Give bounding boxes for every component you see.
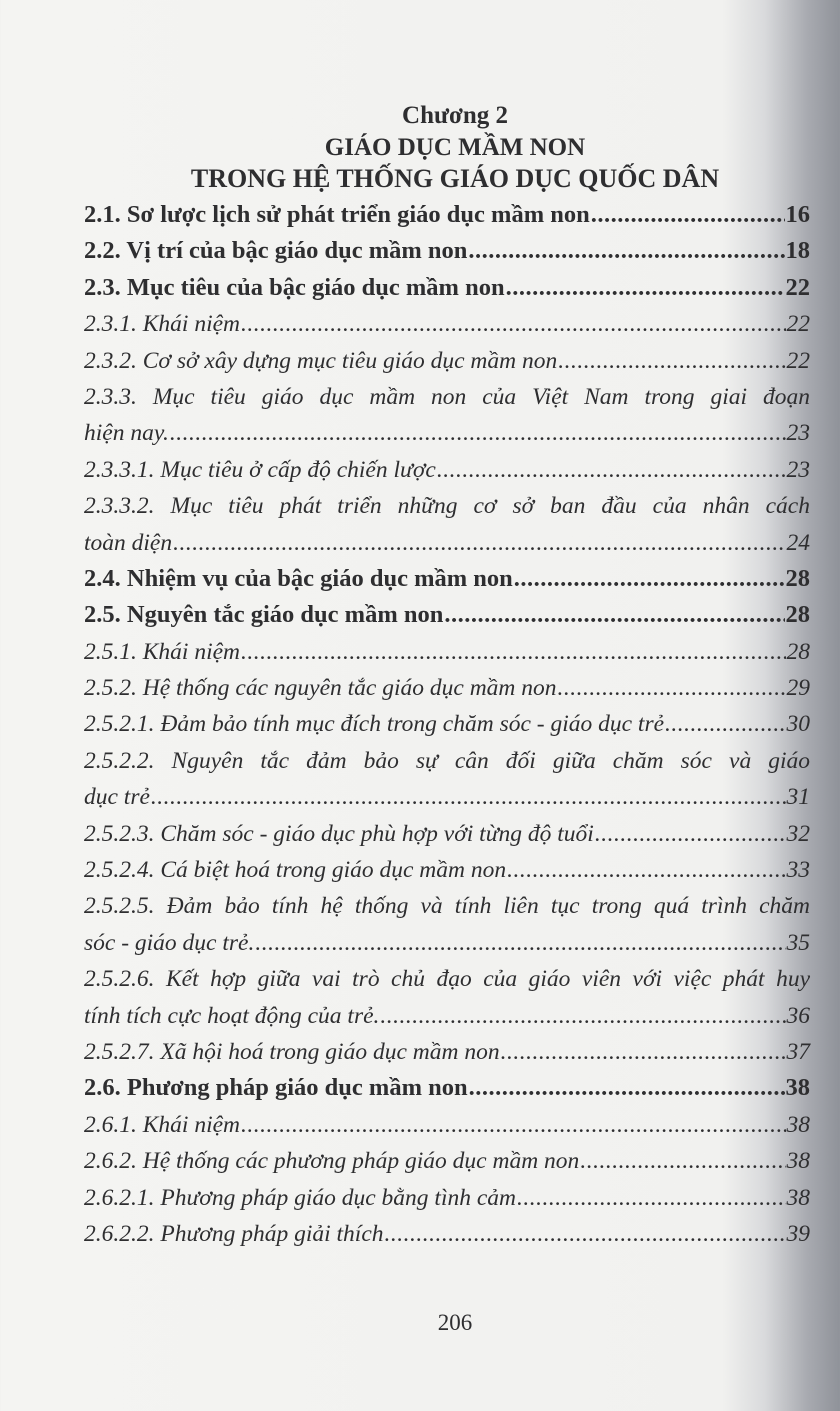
- dot-leader: [591, 197, 785, 233]
- toc-entry-title: 2.6.2.2. Phương pháp giải thích: [84, 1220, 384, 1247]
- toc-entry-page: 38: [786, 1148, 810, 1175]
- toc-entry[interactable]: [84, 998, 810, 1034]
- toc-entry-line[interactable]: 2.3.3.2. Mục tiêu phát triển những cơ sở ban đầu của nhân cách: [84, 493, 810, 520]
- toc-entry[interactable]: [84, 525, 810, 561]
- toc-entry-page: 22: [785, 273, 810, 301]
- toc-entry-title: 2.3.2. Cơ sở xây dựng mục tiêu giáo dục mầm non: [84, 347, 558, 374]
- dot-leader: [468, 233, 784, 269]
- toc-entry-page: 24: [786, 529, 810, 556]
- toc-entry-page: 35: [786, 929, 810, 956]
- toc-entry-page: 18: [785, 237, 810, 265]
- toc-entry[interactable]: [84, 306, 810, 342]
- toc-entry[interactable]: [84, 415, 810, 451]
- toc-entry-page: 28: [786, 638, 810, 665]
- toc-entry[interactable]: [84, 597, 810, 633]
- toc-entry[interactable]: [84, 197, 810, 233]
- toc-entry-title: 2.5. Nguyên tắc giáo dục mầm non: [84, 601, 444, 629]
- toc-entry-title: toàn diện: [84, 529, 173, 556]
- toc-entry-title: 2.5.2.7. Xã hội hoá trong giáo dục mầm non: [84, 1038, 500, 1065]
- toc-entry-page: 31: [786, 784, 810, 811]
- toc-entry[interactable]: [84, 634, 810, 670]
- toc-entry-page: 39: [786, 1220, 810, 1247]
- toc-entry-title: 2.4. Nhiệm vụ của bậc giáo dục mầm non: [84, 564, 513, 592]
- dot-leader: [514, 561, 785, 597]
- toc-entry-line[interactable]: 2.5.2.5. Đảm bảo tính hệ thống và tính liên tục trong quá trình chăm: [84, 893, 810, 920]
- dot-leader: [501, 1034, 786, 1070]
- toc-entry-title: 2.1. Sơ lược lịch sử phát triển giáo dục mầm non: [84, 201, 590, 228]
- toc-entry-title: 2.5.2.4. Cá biệt hoá trong giáo dục mầm non: [84, 857, 507, 884]
- toc-entry-page: 23: [786, 456, 810, 483]
- toc-entry-page: 16: [785, 201, 810, 228]
- toc-entry[interactable]: [84, 779, 810, 815]
- toc-entry[interactable]: [84, 233, 810, 269]
- toc-entry[interactable]: [84, 925, 810, 961]
- toc-entry[interactable]: [84, 561, 810, 597]
- toc-entry[interactable]: [84, 706, 810, 742]
- dot-leader: [444, 597, 784, 633]
- toc-entry-page: 23: [786, 420, 810, 447]
- dot-leader: [170, 415, 786, 451]
- toc-entry-title: 2.5.2.1. Đảm bảo tính mục đích trong chăm sóc - giáo dục trẻ: [84, 711, 665, 738]
- toc-entry-page: 22: [786, 347, 810, 374]
- dot-leader: [151, 779, 786, 815]
- toc-entry-title: tính tích cực hoạt động của trẻ.: [84, 1002, 380, 1029]
- toc-entry[interactable]: [84, 1070, 810, 1106]
- toc-entry-page: 36: [786, 1002, 810, 1029]
- dot-leader: [580, 1143, 785, 1179]
- toc-entry-title: 2.6.2. Hệ thống các phương pháp giáo dục mầm non: [84, 1148, 580, 1175]
- toc-entry-title: dục trẻ: [84, 784, 150, 811]
- toc-entry-page: 38: [786, 1184, 810, 1211]
- toc-entry-page: 32: [786, 820, 810, 847]
- chapter-title-line-2: TRONG HỆ THỐNG GIÁO DỤC QUỐC DÂN: [190, 164, 720, 193]
- dot-leader: [380, 998, 785, 1034]
- toc-entry-page: 38: [786, 1111, 810, 1138]
- dot-leader: [665, 706, 785, 742]
- toc-entry[interactable]: [84, 452, 810, 488]
- toc-entry-title: 2.6.2.1. Phương pháp giáo dục bằng tình cảm: [84, 1184, 517, 1211]
- toc-entry[interactable]: [84, 1216, 810, 1252]
- toc-entry[interactable]: [84, 1180, 810, 1216]
- dot-leader: [558, 343, 785, 379]
- toc-entry-page: 29: [786, 675, 810, 702]
- toc-entry-line[interactable]: 2.5.2.2. Nguyên tắc đảm bảo sự cân đối giữa chăm sóc và giáo: [84, 747, 810, 774]
- toc-entry-title: 2.3. Mục tiêu của bậc giáo dục mầm non: [84, 273, 505, 301]
- dot-leader: [507, 852, 785, 888]
- toc-entry[interactable]: [84, 1107, 810, 1143]
- toc-entry-page: 30: [786, 711, 810, 738]
- toc-entry-title: 2.3.3.1. Mục tiêu ở cấp độ chiến lược: [84, 456, 436, 483]
- toc-entry[interactable]: [84, 816, 810, 852]
- toc-entry-page: 22: [786, 311, 810, 338]
- dot-leader: [437, 452, 786, 488]
- toc-entry-page: 38: [785, 1074, 810, 1102]
- toc-entry-title: 2.5.2.3. Chăm sóc - giáo dục phù hợp với từng độ tuổi: [84, 820, 594, 847]
- toc-entry[interactable]: [84, 270, 810, 306]
- toc-entry-title: 2.3.1. Khái niệm: [84, 311, 241, 338]
- toc-entry-title: sóc - giáo dục trẻ.: [84, 929, 255, 956]
- toc-entry[interactable]: [84, 670, 810, 706]
- dot-leader: [241, 1107, 785, 1143]
- dot-leader: [595, 816, 786, 852]
- toc-entry-title: 2.5.1. Khái niệm: [84, 638, 241, 665]
- dot-leader: [558, 670, 786, 706]
- toc-entry-line[interactable]: 2.5.2.6. Kết hợp giữa vai trò chủ đạo của giáo viên với việc phát huy: [84, 966, 810, 993]
- toc-entry[interactable]: [84, 343, 810, 379]
- page-number: 206: [437, 1310, 473, 1335]
- toc-entry-line[interactable]: 2.3.3. Mục tiêu giáo dục mầm non của Việt Nam trong giai đoạn: [84, 383, 810, 410]
- toc-entry-title: 2.5.2. Hệ thống các nguyên tắc giáo dục mầm non: [84, 675, 557, 702]
- table-of-contents: [84, 197, 810, 1252]
- dot-leader: [173, 525, 785, 561]
- dot-leader: [241, 306, 785, 342]
- dot-leader: [385, 1216, 786, 1252]
- toc-entry-title: hiện nay.: [84, 420, 169, 447]
- dot-leader: [255, 925, 785, 961]
- toc-entry-page: 33: [786, 857, 810, 884]
- toc-entry-page: 28: [785, 564, 810, 592]
- dot-leader: [517, 1180, 785, 1216]
- dot-leader: [506, 270, 785, 306]
- toc-entry[interactable]: [84, 852, 810, 888]
- toc-entry[interactable]: [84, 1143, 810, 1179]
- toc-entry-title: 2.6. Phương pháp giáo dục mầm non: [84, 1074, 468, 1102]
- toc-entry-page: 28: [785, 601, 810, 629]
- toc-entry-title: 2.6.1. Khái niệm: [84, 1111, 241, 1138]
- chapter-label: Chương 2: [402, 102, 508, 129]
- dot-leader: [469, 1070, 785, 1106]
- toc-entry[interactable]: [84, 1034, 810, 1070]
- dot-leader: [241, 634, 785, 670]
- chapter-title-line-1: GIÁO DỤC MẦM NON: [324, 134, 586, 161]
- toc-entry-title: 2.2. Vị trí của bậc giáo dục mầm non: [84, 237, 468, 265]
- toc-entry-page: 37: [786, 1038, 810, 1065]
